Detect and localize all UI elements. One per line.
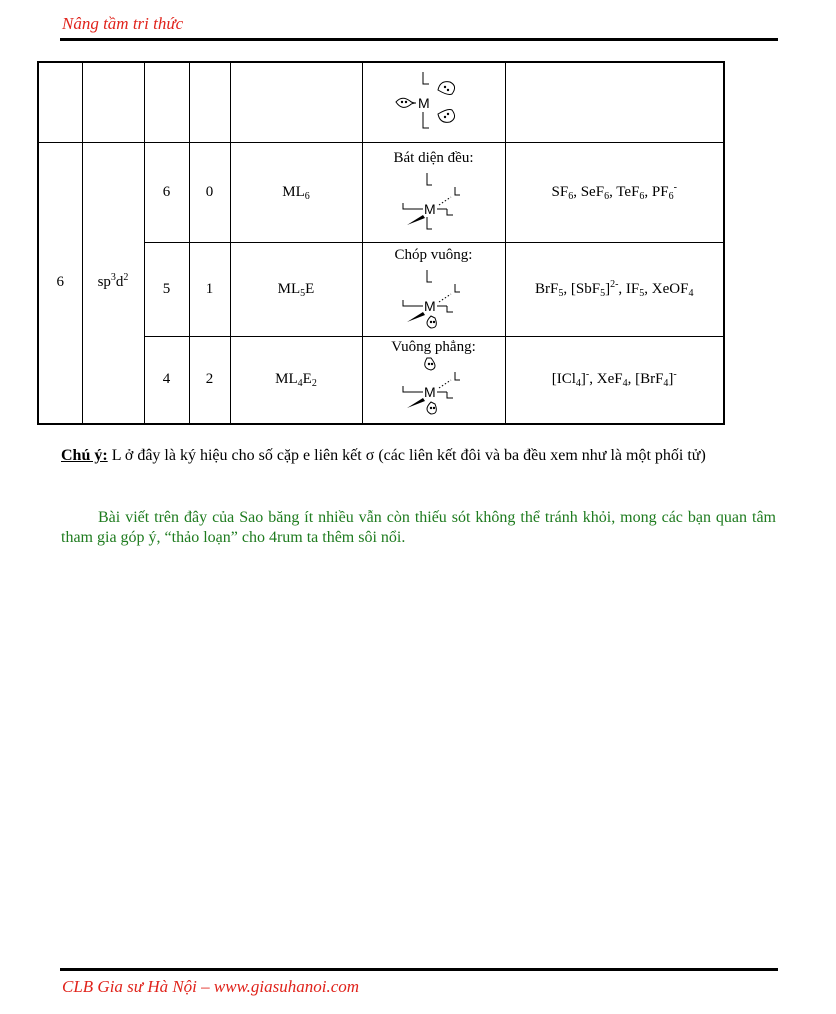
example-compounds: BrF$_5$, $[SbF_5]^{2-}$, $IF_5$, XeOF$_4$ [535, 278, 694, 299]
lone-pairs: 0 [189, 142, 230, 242]
bonded-pairs: 4 [144, 336, 189, 424]
molecule-t-shape-diagram [394, 66, 474, 138]
square-planar-diagram [389, 356, 479, 418]
svg-text:M: M [423, 297, 436, 314]
examples [505, 336, 724, 424]
hybridization: $sp^3d^2$ [82, 142, 144, 424]
atom-m-label: M [417, 95, 430, 112]
note-paragraph [61, 445, 776, 466]
shape-name: Chóp vuông: [394, 246, 473, 263]
svg-text:M: M [423, 200, 436, 217]
shape-name: Bát diện đều: [393, 149, 474, 166]
formula: $ML_4E_2$ [230, 336, 362, 424]
note-text: L ở đây là ký hiệu cho số cặp e liên kết σ (các liên kết đôi và ba đều xem như là một phối tử) [107, 447, 706, 464]
lone-pairs: 2 [189, 336, 230, 424]
example-compounds: [ICl$_4$]-, XeF$_4$, [BrF$_4$]- [551, 369, 677, 390]
closing-paragraph: Bài viết trên đây của Sao băng ít nhiều vẫn còn thiếu sót không thể tránh khỏi, mong các bạn quan tâm tham gia góp ý, “thảo loạn” cho 4rum ta thêm sôi nổi. [61, 509, 776, 546]
hybridization-table [37, 61, 725, 425]
examples [505, 242, 724, 336]
shape-cell [362, 336, 505, 424]
coordination-number: 6 [38, 142, 82, 424]
examples [505, 142, 724, 242]
page-header [60, 12, 778, 41]
svg-text:M: M [423, 384, 436, 401]
square-pyramidal-diagram [389, 264, 479, 330]
shape-cell [362, 142, 505, 242]
bonded-pairs: 6 [144, 142, 189, 242]
formula: $ML_5E$ [230, 242, 362, 336]
page-footer [60, 968, 778, 996]
octahedral-diagram [389, 167, 479, 233]
header-title: Nâng tầm tri thức [62, 14, 184, 33]
formula: $ML_6$ [230, 142, 362, 242]
note-label: Chú ý: [61, 447, 108, 464]
shape-name: Vuông phẳng: [391, 339, 476, 356]
shape-cell [362, 242, 505, 336]
table-row-prev [38, 62, 724, 142]
footer-text: CLB Gia sư Hà Nội – www.giasuhanoi.com [62, 977, 360, 996]
bonded-pairs: 5 [144, 242, 189, 336]
example-compounds: $SF_6$, SeF$_6$, TeF$_6$, $PF_6^-$ [551, 181, 677, 202]
table-row-ml6 [38, 142, 724, 242]
lone-pairs: 1 [189, 242, 230, 336]
